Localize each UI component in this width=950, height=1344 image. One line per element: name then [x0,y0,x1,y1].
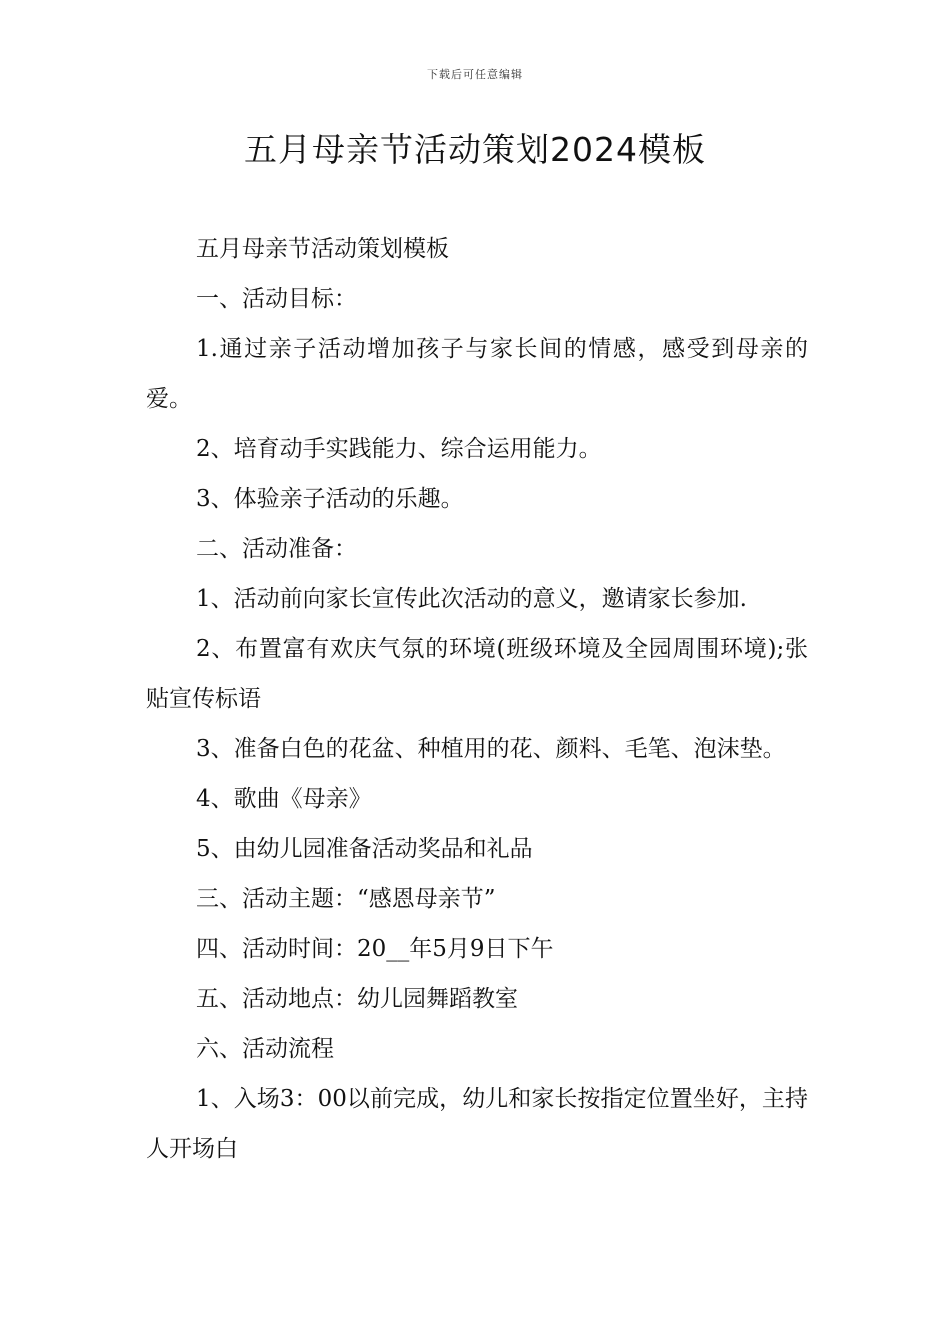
paragraph: 五、活动地点：幼儿园舞蹈教室 [196,986,518,1012]
paragraph: 1、活动前向家长宣传此次活动的意义，邀请家长参加. [196,586,747,612]
paragraph: 2、培育动手实践能力、综合运用能力。 [196,436,602,462]
paragraph: 三、活动主题：“感恩母亲节” [196,886,496,912]
paragraph: 二、活动准备： [196,536,357,562]
paragraph: 3、准备白色的花盆、种植用的花、颜料、毛笔、泡沫垫。 [196,736,786,762]
document-body [146,224,808,1174]
paragraph: 五月母亲节活动策划模板 [196,236,449,262]
paragraph: 3、体验亲子活动的乐趣。 [196,486,464,512]
paragraph: 5、由幼儿园准备活动奖品和礼品 [196,836,533,862]
paragraph: 1、入场3：00以前完成，幼儿和家长按指定位置坐好，主持人开场白 [146,1086,808,1162]
document-title: 五月母亲节活动策划2024模板 [244,130,706,169]
paragraph: 1.通过亲子活动增加孩子与家长间的情感，感受到母亲的爱。 [146,336,808,412]
paragraph: 一、活动目标： [196,286,357,312]
paragraph: 2、布置富有欢庆气氛的环境(班级环境及全园周围环境);张贴宣传标语 [146,636,808,712]
paragraph: 四、活动时间：20__年5月9日下午 [196,936,554,962]
paragraph: 六、活动流程 [196,1036,334,1062]
paragraph: 4、歌曲《母亲》 [196,786,372,812]
header-note: 下载后可任意编辑 [427,68,523,81]
